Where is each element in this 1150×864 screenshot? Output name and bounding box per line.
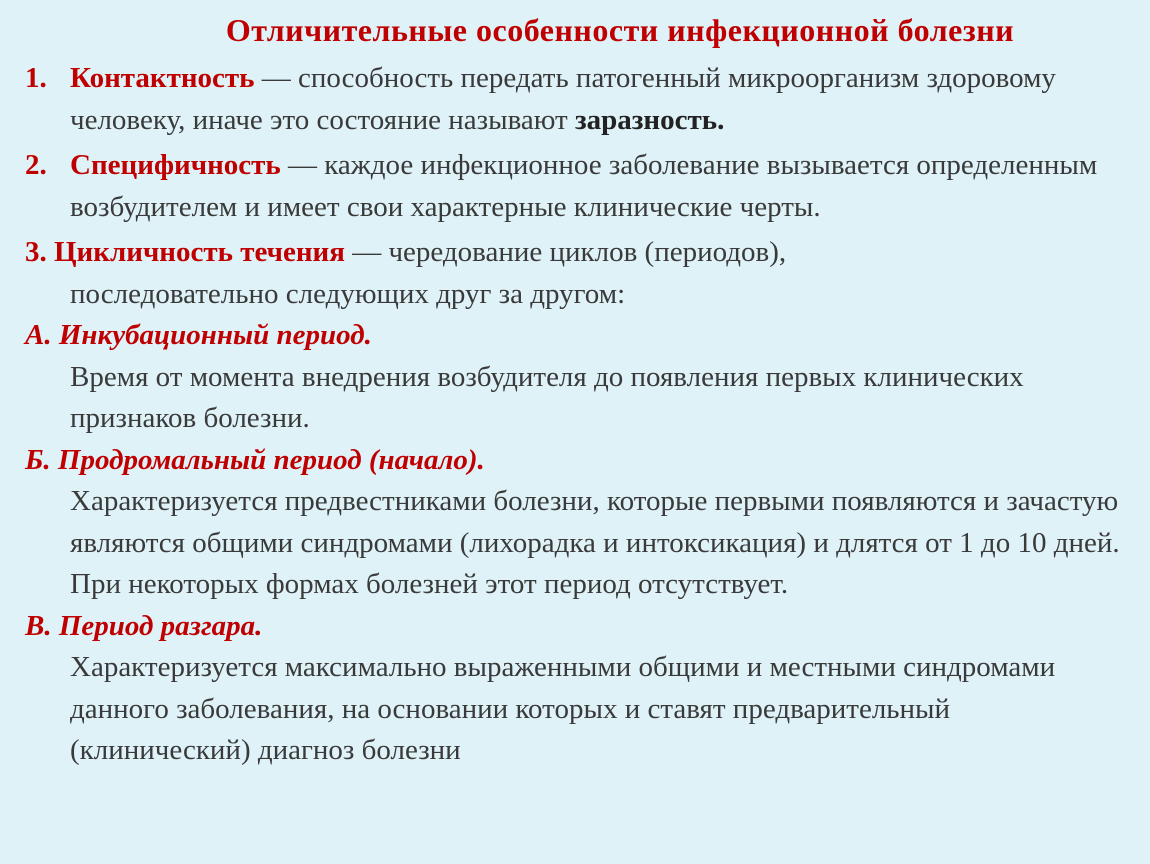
item-continuation: последовательно следующих друг за другом: xyxy=(70,277,626,310)
item-description: способность передать патогенный микроорганизм здоровому человеку, иначе это состояние называют xyxy=(70,62,1056,136)
period-text: Характеризуется максимально выраженными общими и местными синдромами данного заболевания, на основании которых и ставят предварительный (клинический) диагноз болезни xyxy=(70,651,1056,766)
period-heading: А. Инкубационный период. xyxy=(25,319,372,351)
item-term: Специфичность xyxy=(70,149,281,181)
item-number: 1. xyxy=(25,62,47,94)
item-term: Контактность xyxy=(70,62,255,94)
item-dash: — xyxy=(280,149,325,181)
period-peak xyxy=(25,606,1125,772)
list-item-specificity xyxy=(25,145,1125,228)
period-text: Время от момента внедрения возбудителя до появления первых клинических признаков болезни. xyxy=(70,360,1024,434)
list-item-cyclicity xyxy=(25,232,1125,315)
period-heading: Б. Продромальный период (начало). xyxy=(25,443,485,476)
slide-title: Отличительные особенности инфекционной болезни xyxy=(225,12,1015,48)
period-text: Характеризуется предвестниками болезни, которые первыми появляются и зачастую являются общими синдромами (лихорадка и интоксикация) и длятся от 1 до 10 дней. При некоторых формах болезней этот период отсутствует. xyxy=(70,485,1120,600)
item-number: 3. xyxy=(25,236,47,268)
item-text xyxy=(25,58,1125,141)
period-incubation xyxy=(25,315,1125,440)
slide-content xyxy=(25,58,1125,772)
item-dash: — xyxy=(344,236,389,268)
item-description: чередование циклов (периодов), xyxy=(388,236,787,268)
item-emphasis: заразность. xyxy=(574,103,725,136)
item-dash: — xyxy=(254,62,299,94)
item-text xyxy=(25,232,1125,274)
item-description: каждое инфекционное заболевание вызывается определенным возбудителем и имеет свои характерные клинические черты. xyxy=(70,149,1098,223)
period-heading: В. Период разгара. xyxy=(25,609,263,642)
period-prodromal xyxy=(25,440,1125,606)
item-term: Цикличность течения xyxy=(54,236,345,268)
item-number: 2. xyxy=(25,149,47,181)
list-item-contagiousness xyxy=(25,58,1125,141)
item-text xyxy=(25,145,1125,228)
